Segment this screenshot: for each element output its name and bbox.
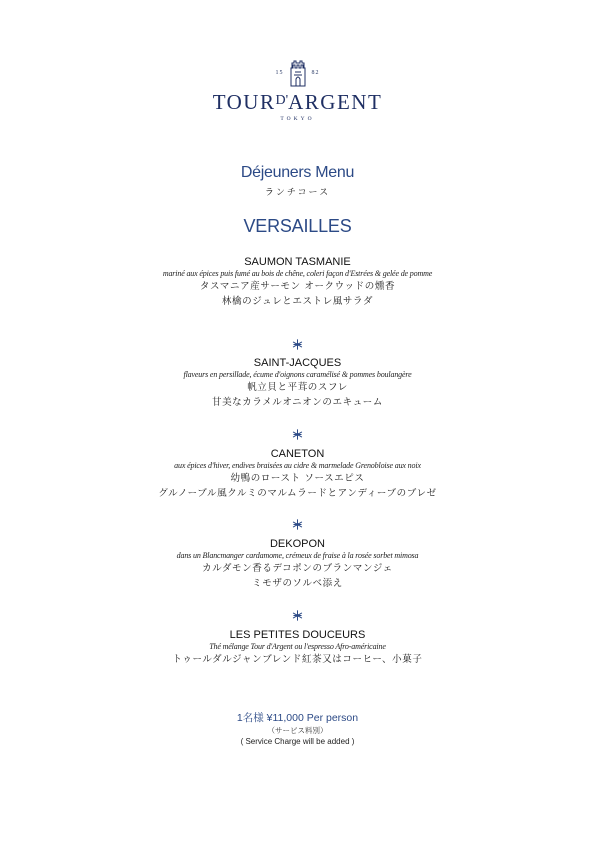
dish-name: DEKOPON <box>269 538 325 550</box>
dish-item <box>0 628 595 667</box>
dish-item <box>0 447 595 501</box>
separator <box>0 606 595 618</box>
snowflake-icon <box>292 425 303 444</box>
dish-japanese-line: タスマニア産サーモン オークウッドの燻香 <box>199 281 396 292</box>
service-charge-note-en: ( Service Charge will be added ) <box>240 737 355 746</box>
dish-description: Thé mélange Tour d'Argent ou l'espresso Afro-américaine <box>209 642 386 651</box>
dish-japanese-line: トゥールダルジャンブレンド紅茶又はコーヒー、小菓子 <box>172 654 423 665</box>
dish-name: CANETON <box>270 448 325 460</box>
dish-japanese-line: 林檎のジュレとエストレ風サラダ <box>221 296 374 307</box>
dish-japanese-line: ミモザのソルベ添え <box>252 578 343 589</box>
dish-name: SAINT-JACQUES <box>253 357 342 369</box>
course-name: VERSAILLES <box>243 216 352 236</box>
dish-item <box>0 255 595 309</box>
dish-item <box>0 537 595 591</box>
logo-wordmark <box>0 89 595 114</box>
snowflake-icon <box>292 515 303 534</box>
restaurant-logo <box>0 58 595 122</box>
tower-icon <box>288 59 308 87</box>
dish-description: dans un Blancmanger cardamome, crémeux de fraise à la rosée sorbet mimosa <box>176 551 419 560</box>
separator <box>0 425 595 437</box>
logo-name-part1: TOUR <box>212 90 276 114</box>
dish-description: flaveurs en persillade, écume d'oignons caramélisé & pommes boulangère <box>183 370 412 379</box>
price-line: 1名様 ¥11,000 Per person <box>236 712 359 724</box>
dish-name: LES PETITES DOUCEURS <box>229 629 366 641</box>
dish-description: mariné aux épices puis fumé au bois de chêne, coleri façon d'Estrées & gelée de pomme <box>162 269 433 278</box>
menu-title: Déjeuners Menu <box>240 164 355 181</box>
dish-japanese-line: カルダモン香るデコポンのブランマンジェ <box>202 563 393 574</box>
snowflake-icon <box>292 335 303 354</box>
dish-description: aux épices d'hiver, endives braisées au cidre & marmelade Grenobloise aux noix <box>174 461 421 470</box>
menu-subtitle: ランチコース <box>264 188 331 198</box>
logo-name-apos: D' <box>275 93 289 108</box>
dish-japanese-line: 甘美なカラメルオニオンのエキューム <box>211 397 384 408</box>
logo-year-left: 15 <box>275 70 284 76</box>
dish-item <box>0 356 595 410</box>
logo-emblem-row <box>0 58 595 88</box>
logo-year-right: 82 <box>311 70 320 76</box>
logo-name-part2: ARGENT <box>288 90 383 114</box>
dish-japanese-line: 幼鴨のロースト ソースエピス <box>230 473 365 484</box>
snowflake-icon <box>292 606 303 625</box>
dish-japanese-line: グルノーブル風クルミのマルムラードとアンディーブのブレゼ <box>158 488 437 499</box>
separator <box>0 335 595 347</box>
dish-name: SAUMON TASMANIE <box>244 256 351 268</box>
separator <box>0 515 595 527</box>
logo-city: TOKYO <box>280 116 315 122</box>
dish-japanese-line: 帆立貝と平茸のスフレ <box>247 382 348 393</box>
service-charge-note-jp: （サービス料別） <box>267 726 328 735</box>
